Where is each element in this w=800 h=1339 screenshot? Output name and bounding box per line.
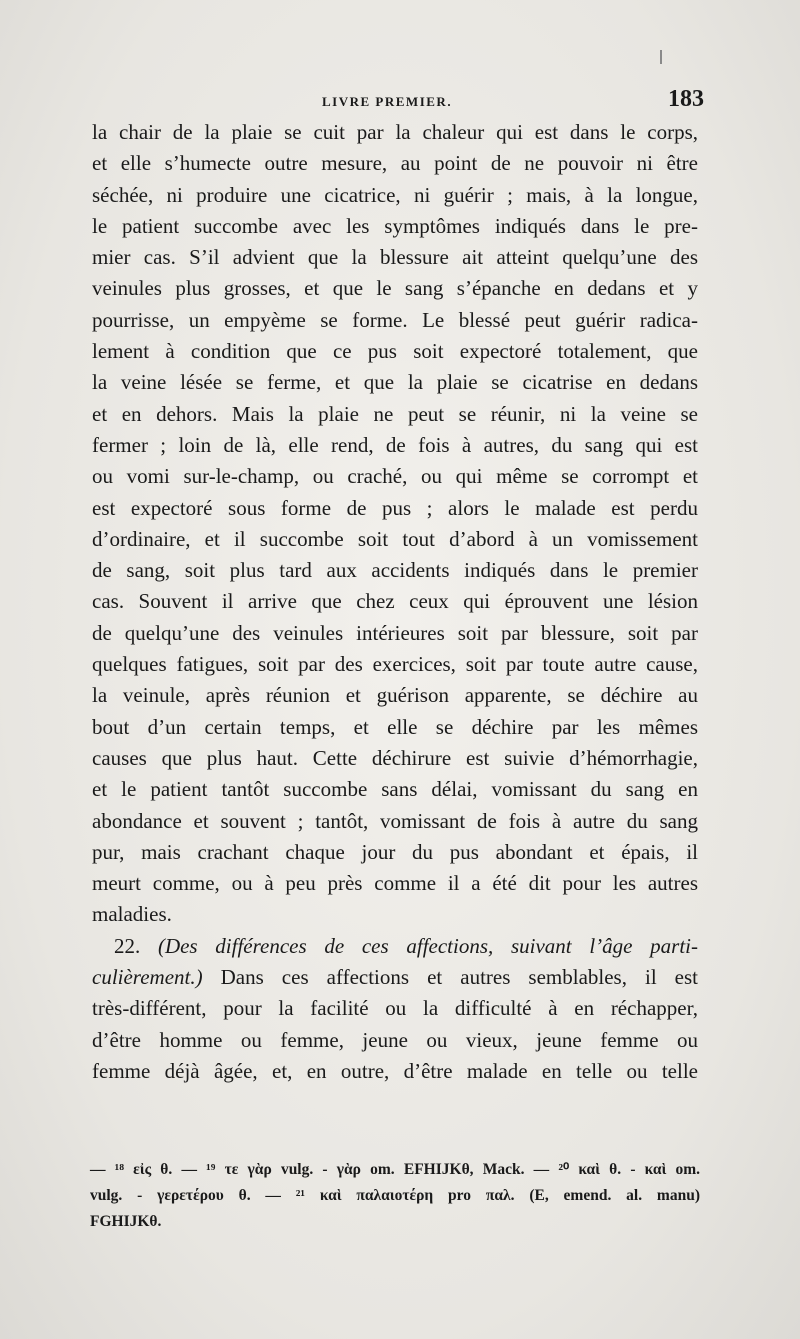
- text-line: d’être homme ou femme, jeune ou vieux, jeune femme ou: [92, 1027, 698, 1052]
- footnote-line: — ¹⁸ εἰς θ. — ¹⁹ τε γὰρ vulg. - γὰρ om. EFHIJKθ, Mack. — ²⁰ καὶ θ. - καὶ om.: [90, 1161, 700, 1178]
- text-line: abondance et souvent ; tantôt, vomissant de fois à autre du sang: [92, 808, 698, 833]
- text-line: pur, mais crachant chaque jour du pus abondant et épais, il: [92, 839, 698, 864]
- text-line: ou vomi sur-le-champ, ou craché, ou qui même se corrompt et: [92, 464, 698, 489]
- text-line: fermer ; loin de là, elle rend, de fois à autres, du sang qui est: [92, 432, 698, 457]
- footnote-line: FGHIJKθ.: [90, 1213, 162, 1230]
- text-line: la chair de la plaie se cuit par la chaleur qui est dans le corps,: [92, 120, 698, 144]
- section-text: Dans ces affections et autres semblables, il est: [220, 965, 698, 990]
- section-title-continued: culièrement.): [92, 965, 203, 990]
- text-line: femme déjà âgée, et, en outre, d’être malade en telle ou telle: [92, 1058, 698, 1083]
- body-text: [92, 117, 698, 1087]
- text-line: et le patient tantôt succombe sans délai, vomissant du sang en: [92, 777, 698, 802]
- text-line: pourrisse, un empyème se forme. Le blessé peut guérir radica-: [92, 307, 698, 332]
- text-line: est expectoré sous forme de pus ; alors le malade est perdu: [92, 495, 698, 520]
- text-line: et en dehors. Mais la plaie ne peut se réunir, ni la veine se: [92, 401, 698, 426]
- text-line: mier cas. S’il advient que la blessure ait atteint quelqu’une des: [92, 245, 698, 270]
- text-line: d’ordinaire, et il succombe soit tout d’abord à un vomissement: [92, 526, 698, 551]
- footnotes: [90, 1157, 700, 1235]
- text-line: et elle s’humecte outre mesure, au point de ne pouvoir ni être: [92, 151, 698, 176]
- text-line: meurt comme, ou à peu près comme il a été dit pour les autres: [92, 871, 698, 896]
- text-line: très-différent, pour la facilité ou la difficulté à en réchapper,: [92, 996, 698, 1021]
- text-line: de quelqu’une des veinules intérieures soit par blessure, soit par: [92, 620, 698, 645]
- page-number: 183: [668, 86, 704, 112]
- section-number: 22.: [114, 933, 141, 958]
- text-line: la veinule, après réunion et guérison apparente, se déchire au: [92, 683, 698, 708]
- text-line: la veine lésée se ferme, et que la plaie se cicatrise en dedans: [92, 370, 698, 395]
- text-line: de sang, soit plus tard aux accidents indiqués dans le premier: [92, 558, 698, 583]
- text-line: bout d’un certain temps, et elle se déchire par les mêmes: [92, 714, 698, 739]
- text-line: quelques fatigues, soit par des exercices, soit par toute autre cause,: [92, 652, 698, 677]
- margin-mark: [660, 50, 662, 64]
- running-title: LIVRE PREMIER.: [322, 94, 453, 109]
- text-line: causes que plus haut. Cette déchirure est suivie d’hémorrhagie,: [92, 745, 698, 770]
- section-heading-line: [92, 962, 698, 993]
- text-line: lement à condition que ce pus soit expectoré totalement, que: [92, 339, 698, 364]
- text-line: le patient succombe avec les symptômes indiqués dans le pre-: [92, 213, 698, 238]
- text-line: séchée, ni produire une cicatrice, ni guérir ; mais, à la longue,: [92, 182, 698, 207]
- page-header: [92, 86, 704, 120]
- section-heading-line: [92, 931, 698, 962]
- footnote-line: vulg. - γερετέρου θ. — ²¹ καὶ παλαιοτέρη pro παλ. (E, emend. al. manu): [90, 1187, 700, 1204]
- text-line: veinules plus grosses, et que le sang s’épanche en dedans et y: [92, 276, 698, 301]
- text-line: maladies.: [92, 902, 172, 927]
- text-line: cas. Souvent il arrive que chez ceux qui éprouvent une lésion: [92, 589, 698, 614]
- section-title: (Des différences de ces affections, suivant l’âge parti-: [157, 933, 699, 958]
